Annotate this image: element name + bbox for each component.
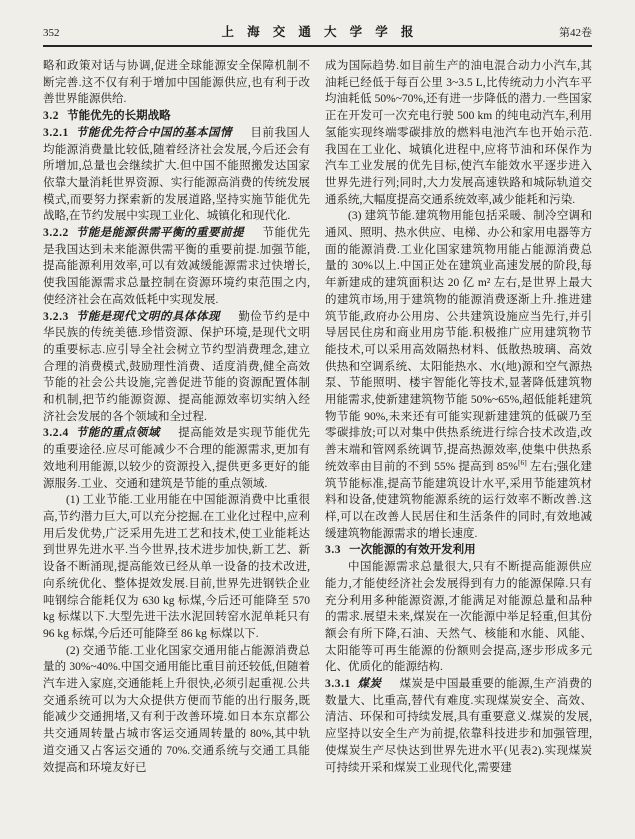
section-number: 3.2.4 (43, 427, 69, 440)
section-heading (43, 108, 310, 125)
paragraph (43, 309, 310, 426)
text-run: 中国能源需求总量很大,只有不断提高能源供应能力,才能使经济社会发展得到有力的能源保障.只有充分利用多种能源资源,才能满足对能源总量和品种的需求.展望未来,煤炭在一次能源中举足轻重,但其份额会有所下降,石油、天然气、核能和水能、风能、太阳能等可再生能源的份额则会提高,逐步形成多元化、优质化的能源结构. (325, 561, 592, 674)
subsection-title: 节能是能源供需平衡的重要前提 (75, 227, 245, 240)
text-run: 煤炭是中国最重要的能源,生产消费的数量大、比重高,替代有难度.实现煤炭安全、高效、清洁、环保和可持续发展,具有重要意义.煤炭的发展,应坚持以安全生产为前提,依靠科技进步和加强管理,使煤炭生产尽快达到世界先进水平(见表2).实现煤炭可持续开采和煤炭工业现代化,需要建 (325, 678, 593, 774)
subsection-title: 节能的重点领域 (75, 427, 160, 440)
citation-reference: [6] (517, 458, 527, 468)
subsection-title: 节能优先符合中国的基本国情 (75, 126, 233, 139)
text-run: 略和政策对话与协调,促进全球能源安全保障机制不断完善.这不仅有利于增加中国能源供应,也有利于改善世界能源供给. (43, 60, 310, 106)
paragraph (325, 676, 592, 776)
volume-label: 第42卷 (558, 27, 592, 39)
text-run: 节能优先的长期战略 (67, 110, 171, 123)
section-number: 3.2 (43, 110, 60, 123)
section-number: 3.2.3 (43, 310, 69, 323)
text-run: 勤俭节约是中华民族的传统美德.珍惜资源、保护环境,是现代文明的重要标志.应引导全社会树立节约型消费理念,建立合理的消费模式,鼓励理性消费、适度消费,健全高效节能的社会公共设施,完善促进节能的资源配置体制和机制,把节约能源资源、提高能源效率切实纳入经济社会发展的各个领域和全过程. (43, 310, 311, 423)
text-run: (3) 建筑节能.建筑物用能包括采暖、制冷空调和通风、照明、热水供应、电梯、办公和家用电器等方面的能源消费.工业化国家建筑物用能占能源消费总量的 30%以上.中国正处在建筑业高速发展的阶段,每年新建成的建筑面积达 20 亿 m² 左右,是世界上最大的建筑市场,用于建筑物的能源消费逐渐上升.推进建筑节能,政府办公用房、公共建筑设施应当先行,并引导居民住房和商业用房节能.积极推广应用建筑物节能技术,可以采用高效隔热材料、低散热玻璃、高效供热和空调系统、太阳能热水、水(地)源和空气源热泵、节能照明、楼宇智能化等技术,显著降低建筑物用能需求,使新建建筑物节能 50%~65%,超低能耗建筑物节能 90%,未来还有可能实现新建建筑的低碳乃至零碳排放;可以对集中供热系统进行综合技术改造,改善末端和管网系统调节,提高热源效率,使集中供热系统效率由目前的不到 55% 提高到 85% (325, 210, 592, 473)
paragraph (43, 492, 310, 642)
paragraph (43, 58, 310, 108)
page-number: 352 (43, 27, 60, 39)
left-column (43, 58, 310, 776)
paragraph (43, 225, 310, 309)
journal-title: 上海交通大学学报 (221, 25, 427, 39)
text-run: 节能优先是我国达到未来能源供需平衡的重要前提.加强节能,提高能源利用效率,可以有效减缓能源需求过快增长,使我国能源需求总量控制在资源环境约束范围之内,使经济社会在高效低耗中实现发展. (43, 227, 311, 306)
text-run: 左右;强化建筑节能标准,提高节能建筑设计水平,采用节能建筑材料和设备,使建筑物能源系统的运行效率不断改善.这样,可以在改善人民居住和生活条件的同时,有效地减缓建筑物能源需求的增长速度. (325, 460, 592, 540)
paragraph (43, 643, 310, 777)
subsection-title: 煤炭 (357, 678, 382, 691)
paragraph (325, 58, 592, 208)
paragraph (325, 559, 592, 676)
text-run: 目前我国人均能源消费量比较低,随着经济社会发展,今后还会有所增加,总量也会继续扩大.但中国不能照搬发达国家依靠大量消耗世界资源、实行能源高消费的传统发展模式,而要努力探索新的发展道路,坚持实施节能优先战略,在节约发展中实现工业化、城镇化和现代化. (43, 126, 310, 223)
section-number: 3.3 (325, 544, 342, 557)
text-run: (2) 交通节能.工业化国家交通用能占能源消费总量的 30%~40%.中国交通用能比重目前还较低,但随着汽车进入家庭,交通能耗上升很快,必须引起重视.公共交通系统可以为大众提供方便而节能的出行服务,既能减少交通拥堵,又有利于改善环境.如日本东京都公共交通周转量占城市客运交通周转量的 80%,其中轨道交通又占客运交通的 70%.交通系统与交通工具能效提高和环境友好已 (43, 644, 310, 774)
section-number: 3.3.1 (325, 678, 351, 691)
right-column (325, 58, 592, 776)
article-body (43, 58, 592, 776)
page-header (43, 22, 592, 47)
text-run: 一次能源的有效开发利用 (349, 544, 476, 557)
section-number: 3.2.2 (43, 227, 69, 240)
paragraph (43, 125, 310, 225)
paragraph (43, 425, 310, 492)
subsection-title: 节能是现代文明的具体体现 (75, 310, 220, 323)
section-number: 3.2.1 (43, 126, 69, 139)
paragraph (325, 208, 592, 542)
section-heading (325, 542, 592, 559)
text-run: (1) 工业节能.工业用能在中国能源消费中比重很高,节约潜力巨大,可以充分挖掘.在工业化过程中,应利用后发优势,广泛采用先进工艺和技术,使工业能耗达到世界先进水平.当今世界,技术进步加快,新工艺、新设备不断涌现,提高能效已经从单一设备的技术改进,向系统优化、整体提效发展.目前,世界先进钢铁企业吨钢综合能耗仅为 630 kg 标煤,今后还可能降至 570 kg 标煤以下.大型先进干法水泥回转窑水泥单耗只有 96 kg 标煤,今后还可能降至 86 kg 标煤以下. (43, 494, 310, 640)
text-run: 提高能效是实现节能优先的重要途径.应尽可能减少不合理的能源需求,更加有效地利用能源,以较少的资源投入,提供更多更好的能源服务.工业、交通和建筑是节能的重点领域. (43, 427, 310, 490)
text-run: 成为国际趋势.如目前生产的油电混合动力小汽车,其油耗已经低于每百公里 3~3.5 L,比传统动力小汽车平均油耗低 50%~70%,还有进一步降低的潜力.一些国家正在开发可一次充电行驶 500 km 的纯电动汽车,利用氢能实现终端零碳排放的燃料电池汽车也开始示范.我国在工业化、城镇化进程中,应将节油和环保作为汽车工业发展的优先目标,使汽车能效水平逐步进入世界先进行列;同时,大力发展高速铁路和城际轨道交通系统,大幅度提高交通系统效率,减少能耗和污染. (325, 60, 592, 206)
